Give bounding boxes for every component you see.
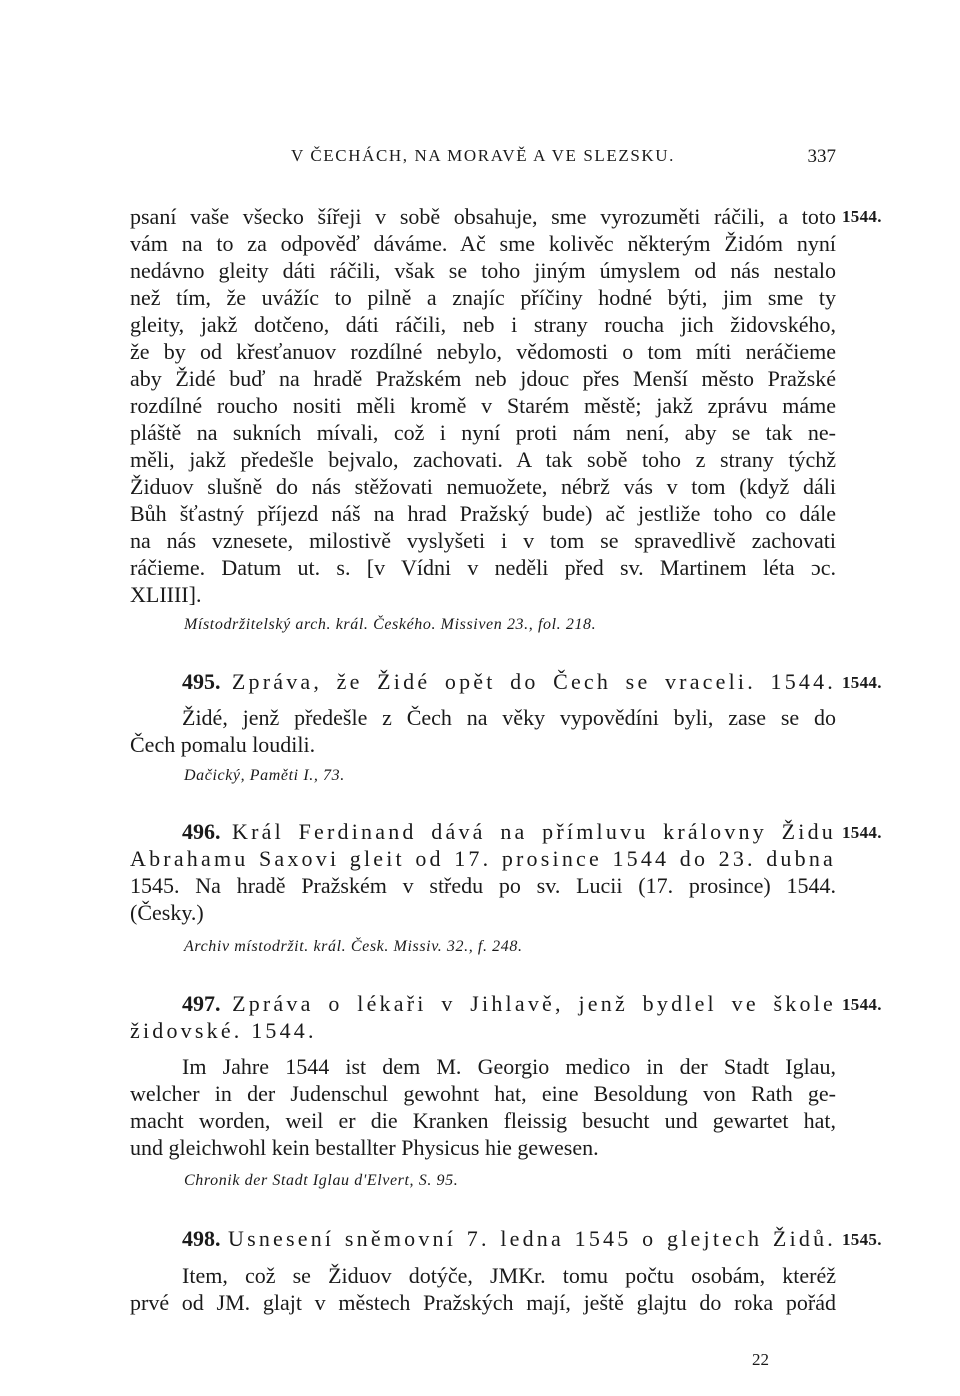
text-line: vám na to za odpověď dáváme. Ač sme kolivěc některým Židóm nyní: [130, 231, 836, 256]
text-line: Židé, jenž předešle z Čech na věky vypovědíni byli, zase se do: [182, 705, 836, 730]
margin-year: 1544.: [842, 995, 882, 1014]
page-number: 337: [807, 146, 836, 167]
margin-year: 1544.: [842, 673, 882, 692]
text-line: 1545. Na hradě Pražském v středu po sv. Lucii (17. prosince) 1544.: [130, 873, 836, 898]
text-line: prvé od JM. glajt v městech Pražských mají, ještě glajtu do roka pořád: [130, 1290, 836, 1315]
entry-title: Zpráva, že Židé opět do Čech se vraceli. 1544.: [231, 669, 837, 694]
margin-year: 1544.: [842, 823, 882, 842]
entry-number: 495.: [182, 669, 221, 694]
text-line: XLIIII].: [130, 582, 202, 607]
text-line: welcher in der Judenschul gewohnt hat, eine Besoldung von Rath ge-: [130, 1081, 836, 1106]
text-line: měli, jakž předešle bejvalo, zachovati. A tak sobě toho z strany týchž: [130, 447, 836, 472]
text-line: gleity, jakž dotčeno, dáti ráčili, neb i strany roucha jich židovského,: [130, 312, 836, 337]
entry-number: 498.: [182, 1226, 221, 1251]
entry-title: Usnesení sněmovní 7. ledna 1545 o glejtech Židů.: [227, 1226, 836, 1251]
text-line: Židuov slušně do nás stěžovati nemuožete, nébrž vás v tom (když dáli: [130, 474, 836, 499]
margin-year: 1545.: [842, 1230, 882, 1249]
entry-heading-495: [182, 668, 836, 695]
source-citation: Chronik der Stadt Iglau d'Elvert, S. 95.: [184, 1172, 459, 1189]
text-line: aby Židé buď na hradě Pražském neb jdouc přes Menší město Pražské: [130, 366, 836, 391]
entry-heading-497: [182, 990, 836, 1017]
entry-heading-496: [182, 818, 836, 845]
text-line: Item, což se Židuov dotýče, JMKr. tomu počtu osobám, kteréž: [182, 1263, 836, 1288]
text-line: než tím, že uvážíc to pilně a znajíc příčiny hodné býti, jim sme ty: [130, 285, 836, 310]
source-citation: Dačický, Paměti I., 73.: [184, 767, 345, 784]
signature-mark: 22: [752, 1350, 769, 1369]
running-head-title: V ČECHÁCH, NA MORAVĚ A VE SLEZSKU.: [290, 146, 676, 165]
text-line: ráčieme. Datum ut. s. [v Vídni v neděli před sv. Martinem léta ɔc.: [130, 555, 836, 580]
text-line: že by od křesťanuov rozdílné nebylo, vědomosti o tom míti neráčieme: [130, 339, 836, 364]
text-line: židovské. 1544.: [130, 1018, 317, 1043]
margin-year: 1544.: [842, 207, 882, 226]
source-citation: Archiv místodržit. král. Česk. Missiv. 32., f. 248.: [184, 938, 523, 955]
entry-heading-498: [182, 1225, 836, 1252]
text-line: Bůh šťastný příjezd náš na hrad Pražský bude) ač jestliže toho co dále: [130, 501, 836, 526]
entry-title: Král Ferdinand dává na přímluvu královny Židu: [232, 819, 836, 844]
text-line: psaní vaše všecko šířeji v sobě obsahuje, sme vyrozuměti ráčili, a toto: [130, 204, 836, 229]
entry-title: Zpráva o lékaři v Jihlavě, jenž bydlel ve škole: [232, 991, 836, 1016]
text-line: (Česky.): [130, 900, 204, 925]
source-citation: Místodržitelský arch. král. Českého. Missiven 23., fol. 218.: [184, 616, 597, 633]
text-line: Čech pomalu loudili.: [130, 732, 316, 757]
text-line: macht worden, weil er die Kranken fleissig besucht und gewartet hat,: [130, 1108, 836, 1133]
entry-number: 497.: [182, 991, 221, 1016]
entry-number: 496.: [182, 819, 221, 844]
text-line: nedávno gleity dáti ráčili, však se toho jiným úmyslem od nás nestalo: [130, 258, 836, 283]
text-line: rozdílné roucho nositi měli kromě v Starém městě; jakž zprávu máme: [130, 393, 836, 418]
running-header: [130, 146, 836, 172]
text-line: na nás vznesete, milostivě vyslyšeti i v tom se spravedlivě zachovati: [130, 528, 836, 553]
text-line: pláště na sukních mívali, což i nyní proti nám není, aby se tak ne-: [130, 420, 836, 445]
text-line: Im Jahre 1544 ist dem M. Georgio medico in der Stadt Iglau,: [182, 1054, 836, 1079]
text-line: Abrahamu Saxovi gleit od 17. prosince 1544 do 23. dubna: [130, 846, 836, 871]
text-line: und gleichwohl kein bestallter Physicus hie gewesen.: [130, 1135, 599, 1160]
